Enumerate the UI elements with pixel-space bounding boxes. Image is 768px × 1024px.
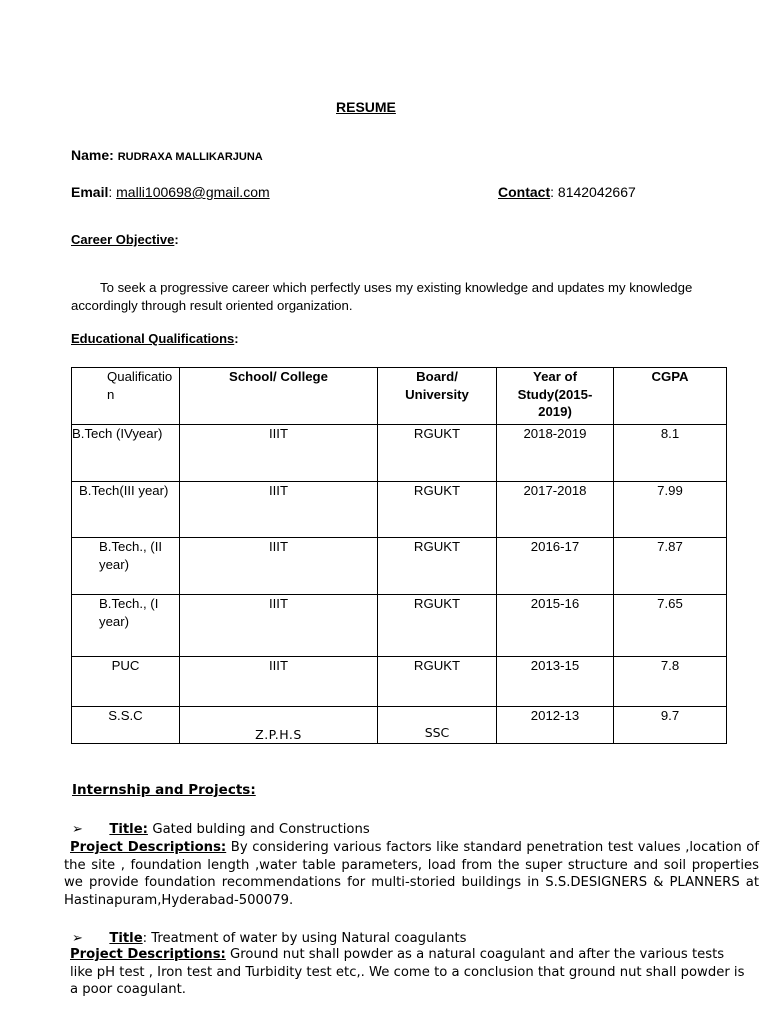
cell-year: 2012-13 [497,707,614,744]
contact-sep: : [550,184,555,200]
cell-cgpa: 7.65 [614,595,727,657]
cell-board: RGUKT [378,538,497,595]
name-line [71,147,263,163]
cell-cgpa: 9.7 [614,707,727,744]
cell-school: IIIT [180,595,378,657]
education-colon: : [234,331,239,346]
cell-qualification: S.S.C [72,707,180,744]
education-heading [71,331,239,346]
cell-qualification: B.Tech (IVyear) [72,425,180,482]
project-1-title: Gated bulding and Constructions [152,822,370,837]
cell-school: IIIT [180,482,378,538]
cell-year: 2013-15 [497,657,614,707]
name-value: RUDRAXA MALLIKARJUNA [117,151,263,163]
cell-year: 2015-16 [497,595,614,657]
project-2-desc-text: Ground nut shall powder as a natural coagulant and after the various tests like pH test , Iron test and Turbidity test etc,. We come to a conclusion that ground nut shall powder is a poor coagulant. [70,947,745,997]
career-objective-label: Career Objective [71,232,175,247]
project-2-description [70,946,748,999]
project-2-title: : Treatment of water by using Natural coagulants [142,931,467,946]
cell-qualification: PUC [72,657,180,707]
career-objective-colon: : [174,232,179,247]
cell-cgpa: 7.87 [614,538,727,595]
email-line [71,184,270,200]
cell-board: RGUKT [378,425,497,482]
resume-title: RESUME [336,99,396,115]
cell-year: 2018-2019 [497,425,614,482]
cell-cgpa: 7.99 [614,482,727,538]
internship-heading: Internship and Projects: [72,782,256,798]
header-qualification-text: Qualification [107,369,173,402]
career-objective-heading [71,232,179,247]
name-label: Name: [71,147,114,163]
table-row [72,657,727,707]
table-header-row [72,368,727,425]
contact-line [498,184,636,200]
bullet-arrow-icon: ➢ [72,822,83,837]
header-school: School/ College [180,368,378,425]
cell-school: IIIT [180,425,378,482]
email-label: Email [71,184,109,200]
project-1-desc-label: Project Descriptions: [70,840,227,855]
project-2-desc-label: Project Descriptions: [70,947,226,962]
cell-cgpa: 8.1 [614,425,727,482]
cell-year: 2017-2018 [497,482,614,538]
header-qualification [72,368,180,425]
email-link[interactable]: malli100698@gmail.com [116,184,270,200]
table-row [72,425,727,482]
project-1-title-label: Title: [109,822,148,837]
table-row [72,482,727,538]
contact-value: 8142042667 [557,184,636,200]
cell-board: RGUKT [378,482,497,538]
header-board: Board/ University [378,368,497,425]
cell-board: RGUKT [378,657,497,707]
education-table [71,367,727,744]
cell-year: 2016-17 [497,538,614,595]
cell-qualification: B.Tech., (I year) [72,595,180,657]
cell-qualification: B.Tech(III year) [72,482,180,538]
cell-qualification: B.Tech., (II year) [72,538,180,595]
bullet-arrow-icon: ➢ [72,931,83,946]
project-2-title-label: Title [109,931,143,946]
table-row [72,538,727,595]
project-1-description [64,839,759,909]
project-1-title-line [72,820,370,838]
cell-cgpa: 7.8 [614,657,727,707]
career-objective-text: To seek a progressive career which perfectly uses my existing knowledge and updates my knowledge accordingly through result oriented organization. [71,280,693,313]
email-sep: : [108,184,113,200]
header-cgpa: CGPA [614,368,727,425]
cell-school: IIIT [180,538,378,595]
table-row [72,707,727,744]
cell-board: RGUKT [378,595,497,657]
project-1-desc-text: By considering various factors like standard penetration test values ,location of the site , foundation length ,water table parameters, load from the super structure and soil properties we provide foundation recommendations for multi-storied buildings in S.S.DESIGNERS & PLANNERS at Hastinapuram,Hyderabad-500079. [64,840,759,908]
cell-board: SSC [378,707,497,744]
education-label: Educational Qualifications [71,331,235,346]
table-row [72,595,727,657]
header-year: Year of Study(2015-2019) [497,368,614,425]
cell-school: IIIT [180,657,378,707]
contact-label: Contact [498,184,551,200]
project-2-title-line [72,929,467,947]
cell-school: Z.P.H.S [180,707,378,744]
